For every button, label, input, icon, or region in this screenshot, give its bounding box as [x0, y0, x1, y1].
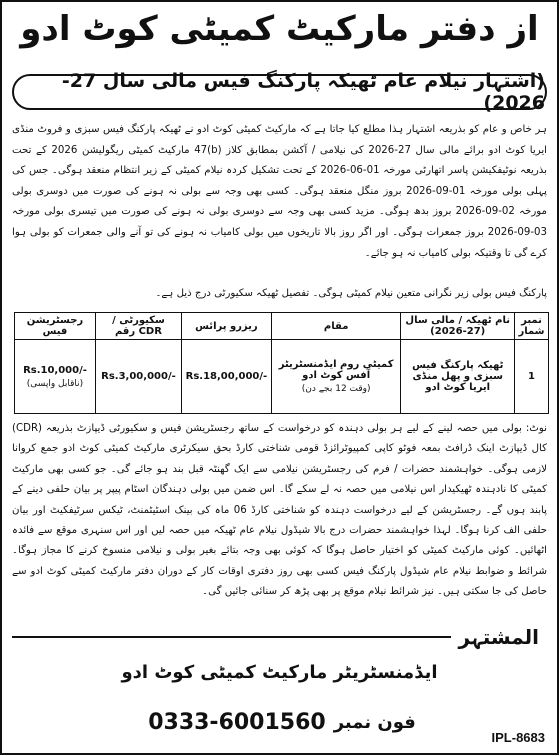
advertiser-divider: [12, 636, 451, 638]
col-security: سکیورٹی / CDR رقم: [95, 313, 181, 340]
time-text: (وقت 12 بجے دن): [301, 384, 371, 394]
cell-place: [271, 340, 401, 414]
phone-label: فون نمبر: [333, 711, 416, 733]
place-text: کمیٹی روم ایڈمنسٹریٹر آفس کوٹ ادو: [278, 359, 394, 381]
registration-note: (ناقابل واپسی): [26, 378, 84, 389]
phone-row: [122, 702, 442, 742]
col-registration-fee: رجسٹریشن فیس: [15, 313, 96, 340]
cell-security: Rs.3,00,000/-: [95, 340, 181, 414]
advertiser-label: المشتہر: [458, 625, 539, 649]
contract-name-line2: سبزی و پھل منڈی ایریا کوٹ ادو: [412, 371, 503, 393]
col-serial: نمبر شمار: [515, 313, 549, 340]
col-place: مقام: [271, 313, 401, 340]
details-line: پارکنگ فیس بولی زیر نگرانی متعین نیلام کمیٹی ہوگی۔ تفصیل ٹھیکہ سکیورٹی درج ذیل ہے۔: [155, 288, 547, 299]
notes-paragraph: نوٹ: بولی میں حصہ لینے کے لیے ہر بولی دہندہ کو درخواست کے ساتھ رجسٹریشن فیس و سکیورٹی ڈیپازٹ بذریعہ (CDR) کال ڈیپازٹ اینک ڈرافٹ بمعہ فوٹو کاپی کمپیوٹرائزڈ قومی شناختی کارڈ بحق سیکرٹری مارکیٹ کمیٹی کوٹ ادو جمع کروانا لازمی ہوگی۔ خواہشمند حضرات / فرم کی رجسٹریشن نیلامی سے ایک گھنٹہ قبل بند ہو جائے گی۔ جو کسی بھی مارکیٹ کمیٹی کا نادہندہ ٹھیکیدار اس نیلامی میں حصہ نہ لے سکے گا۔ اس ضمن میں بولی دہندگان اسٹام پیپر پر بیان حلفی دینے کے پابند ہوں گے۔ رجسٹریشن کے لیے درخواست دہندہ کو شناختی کارڈ 06 ماہ کی بینک اسٹیٹمنٹ، ٹیکس سرٹیفکیٹ اور بیان حلفی الف کرنا ہوگا۔ لہذا خواہشمند حضرات درج بالا شیڈول نیلام عام ٹھیکہ میں حصہ لیں اور اس سنہری موقع سے فائدہ اٹھائیں۔ کوئی مارکیٹ کمیٹی کو اختیار حاصل ہوگا کہ کوئی بھی وجہ بتائے بغیر بولی و نیلامی منسوخ کرنے کا مجاز ہوگا۔ شرائط و ضوابط نیلام عام شیڈول پارکنگ فیس کسی بھی روز دفتری اوقات کار کے دوران دفتر مارکیٹ کمیٹی کوٹ ادو سے حاصل کی جا سکتی ہیں۔ نیز شرائط نیلام موقع پر بھی پڑھ کر سنائی جائیں گی۔: [12, 423, 547, 598]
col-contract-name: نام ٹھیکہ / مالی سال (27-2026): [401, 313, 515, 340]
phone-number: 0333-6001560: [148, 709, 326, 735]
contract-name-line1: ٹھیکہ پارکنگ فیس: [412, 360, 504, 371]
auction-subtitle: (اشتہار نیلام عام ٹھیکہ پارکنگ فیس مالی سال 27-2026): [61, 70, 545, 114]
registration-fee-value: Rs.10,000/-: [23, 364, 87, 376]
cell-reserve-price: Rs.18,00,000/-: [181, 340, 271, 414]
auction-subtitle-box: [12, 70, 547, 114]
advertiser-row: [12, 622, 547, 652]
cell-registration-fee: [15, 340, 96, 414]
col-reserve-price: ریزرو پرائس: [181, 313, 271, 340]
intro-text: ہر خاص و عام کو بذریعہ اشتہار ہذا مطلع کیا جاتا ہے کہ مارکیٹ کمیٹی کوٹ ادو نے ٹھیکہ پارکنگ فیس سبزی و فروٹ منڈی ایریا کوٹ ادو برائے مالی سال 27-2026 کی نیلامی / آکشن بمطابق کلاز (b)47 مارکیٹ کمیٹی ریگولیشن 2026 کے تحت بذریعہ نوٹیفکیشن پاسر اتھارٹی مورخہ 01-06-2026 کے تحت تشکیل کردہ نیلام کمیٹی کے زیر انتظام منعقد ہوگی۔ جس کی پہلی بولی مورخہ 01-09-2026 بروز منگل منعقد ہوگی۔ کسی بھی وجہ سے بولی نہ ہونے کی صورت میں دوسری بولی مورخہ 02-09-2026 بروز بدھ ہوگی۔ مزید کسی بھی وجہ سے دوسری بولی نہ ہونے کی صورت میں تیسری بولی مورخہ 03-09-2026 بروز جمعرات ہوگی۔ اور اگر روز بالا تاریخوں میں بولی کامیاب نہ ہونے کی تو آنے والی جمعرات کو بولی ہوا کرے گی تا وقتیکہ بولی کامیاب نہ ہو جائے۔: [12, 124, 548, 259]
intro-paragraph: [12, 120, 547, 264]
cell-serial: 1: [515, 340, 549, 414]
table-header-row: [15, 313, 549, 340]
administrator-name: ایڈمنسٹریٹر مارکیٹ کمیٹی کوٹ ادو: [121, 662, 438, 683]
office-title: از دفتر مارکیٹ کمیٹی کوٹ ادو: [20, 9, 539, 49]
cell-contract-name: [401, 340, 515, 414]
table-row: [15, 340, 549, 414]
ipl-code: IPL-8683: [491, 730, 545, 745]
contract-table: [14, 312, 549, 414]
